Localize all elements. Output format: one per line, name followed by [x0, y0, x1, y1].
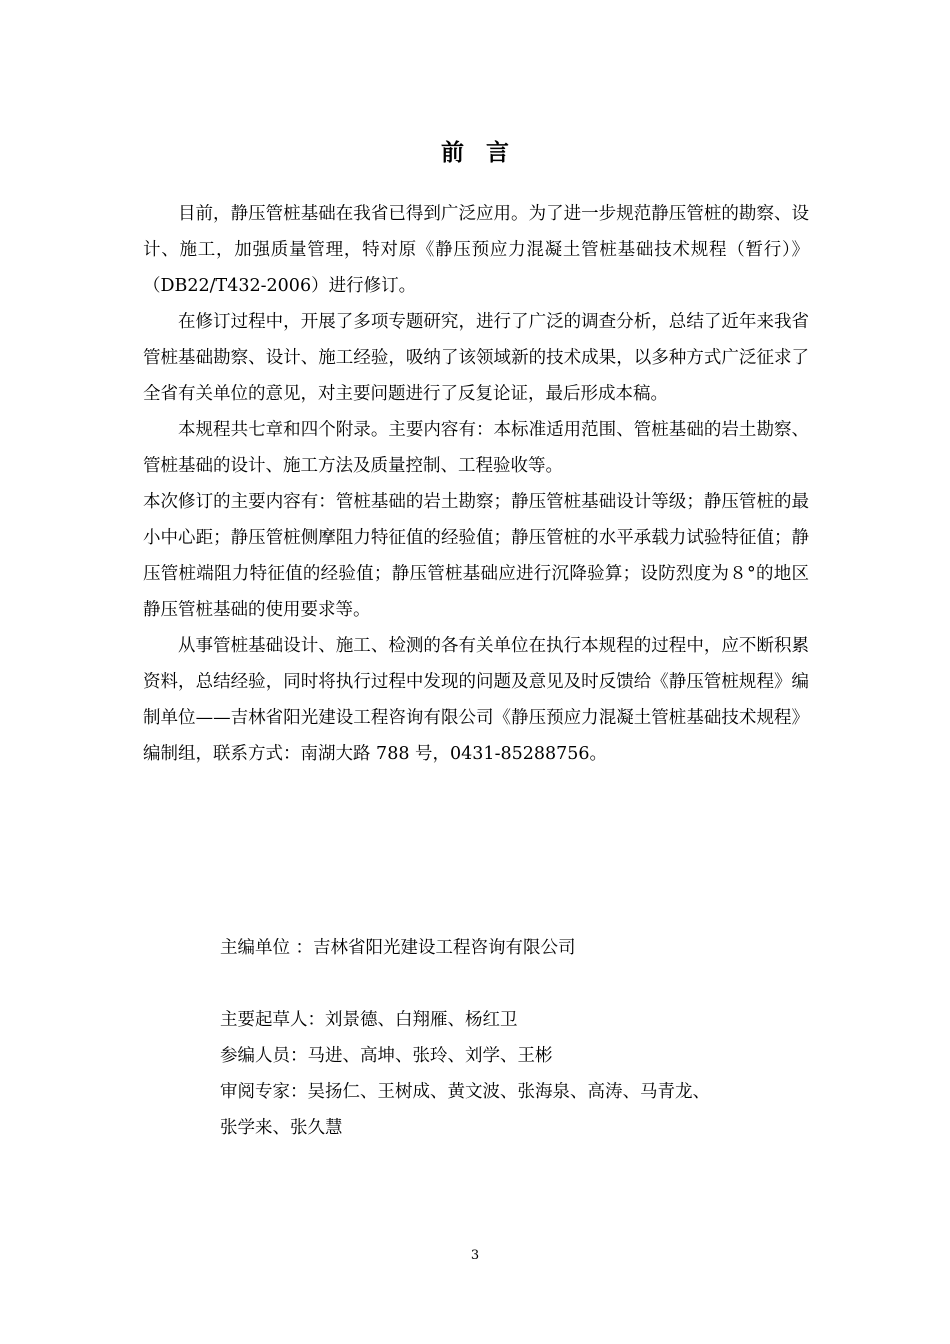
review-experts: 审阅专家：吴扬仁、王树成、黄文波、张海泉、高涛、马青龙、: [220, 1082, 710, 1102]
paragraph-revision-items: 本次修订的主要内容有：管桩基础的岩土勘察；静压管桩基础设计等级；静压管桩的最小中心距；静压管桩侧摩阻力特征值的经验值；静压管桩的水平承载力试验特征值；静压管桩端阻力特征值的经验值；静压管桩基础应进行沉降验算；设防烈度为８°的地区静压管桩基础的使用要求等。: [143, 492, 809, 620]
page-number: 3: [470, 1248, 480, 1263]
paragraph-purpose: 目前，静压管桩基础在我省已得到广泛应用。为了进一步规范静压管桩的勘察、设计、施工，加强质量管理，特对原《静压预应力混凝土管桩基础技术规程（暂行）》（DB22/T432-2006）进行修订。: [143, 204, 809, 296]
participating-editors: 参编人员：马进、高坤、张玲、刘学、王彬: [220, 1046, 553, 1066]
preface-body: [143, 196, 809, 772]
review-experts-continued: 张学来、张久慧: [220, 1118, 343, 1138]
paragraph-contents: 本规程共七章和四个附录。主要内容有：本标准适用范围、管桩基础的岩土勘察、管桩基础的设计、施工方法及质量控制、工程验收等。: [143, 420, 809, 476]
paragraph-feedback: 从事管桩基础设计、施工、检测的各有关单位在执行本规程的过程中，应不断积累资料，总结经验，同时将执行过程中发现的问题及意见及时反馈给《静压管桩规程》编制单位——吉林省阳光建设工程咨询有限公司《静压预应力混凝土管桩基础技术规程》编制组，联系方式：南湖大路 788 号，0431-85288756。: [143, 636, 809, 764]
credits-block: [220, 930, 710, 1146]
chief-editing-unit: 主编单位 ：吉林省阳光建设工程咨询有限公司: [220, 938, 576, 958]
paragraph-revision-process: 在修订过程中，开展了多项专题研究，进行了广泛的调查分析，总结了近年来我省管桩基础勘察、设计、施工经验，吸纳了该领域新的技术成果，以多种方式广泛征求了全省有关单位的意见，对主要问题进行了反复论证，最后形成本稿。: [143, 312, 809, 404]
main-drafters: 主要起草人：刘景德、白翔雁、杨红卫: [220, 1010, 518, 1030]
page-title: 前言: [441, 139, 531, 166]
